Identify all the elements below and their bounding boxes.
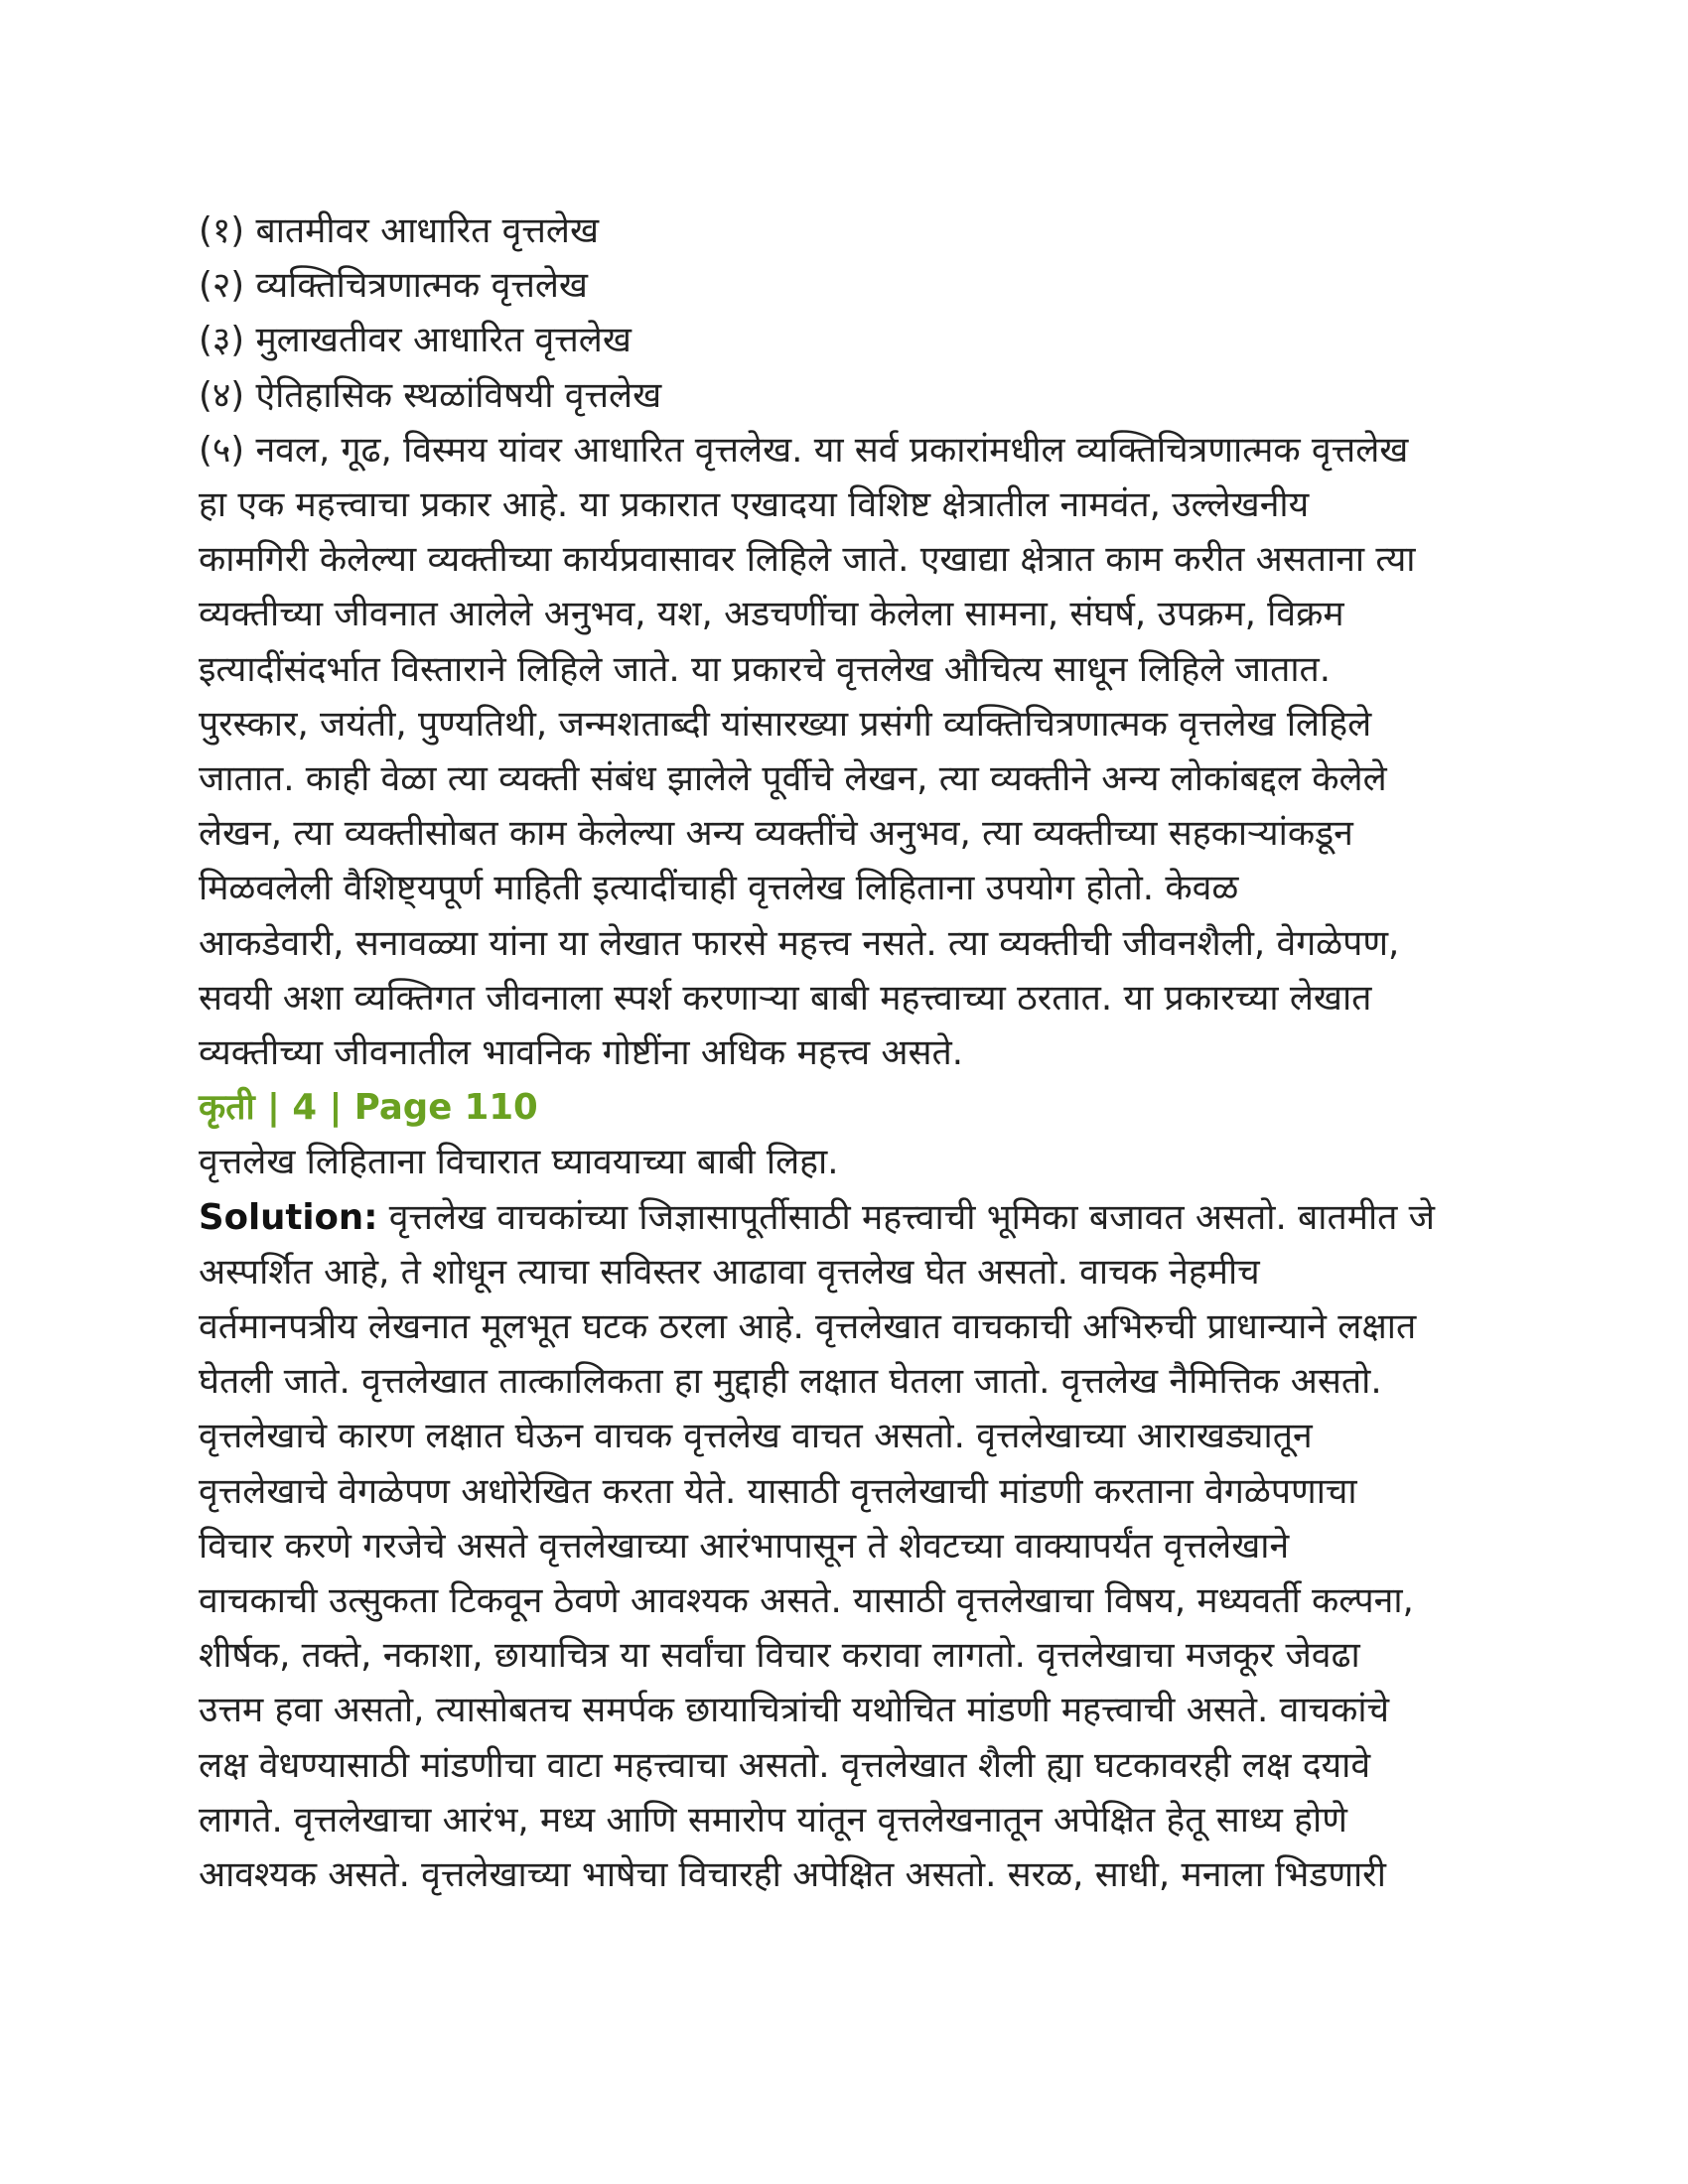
paragraph-line: मिळवलेली वैशिष्ट्यपूर्ण माहिती इत्यादींचाही वृत्तलेख लिहिताना उपयोग होतो. केवळ [199,868,1239,909]
paragraph-line: व्यक्तीच्या जीवनातील भावनिक गोष्टींना अधिक महत्त्व असते. [199,1032,964,1074]
solution-line: लक्ष वेधण्यासाठी मांडणीचा वाटा महत्त्वाचा असतो. वृत्तलेखात शैली ह्या घटकावरही लक्ष दयावे [199,1744,1371,1786]
solution-line: विचार करणे गरजेचे असते वृत्तलेखाच्या आरंभापासून ते शेवटच्या वाक्यापर्यंत वृत्तलेखाने [199,1525,1290,1567]
paragraph-line: कामगिरी केलेल्या व्यक्तीच्या कार्यप्रवासावर लिहिले जाते. एखाद्या क्षेत्रात काम करीत असताना त्या [199,539,1416,581]
paragraph-line: आकडेवारी, सनावळ्या यांना या लेखात फारसे महत्त्व नसते. त्या व्यक्तीची जीवनशैली, वेगळेपण, [199,922,1400,964]
list-item: (४) ऐतिहासिक स्थळांविषयी वृत्तलेख [199,374,662,416]
solution-first-line [199,1190,1489,1245]
question-text: वृत्तलेख लिहिताना विचारात घ्यावयाच्या बाबी लिहा. [199,1142,839,1183]
paragraph-line: हा एक महत्त्वाचा प्रकार आहे. या प्रकारात एखादया विशिष्ट क्षेत्रातील नामवंत, उल्लेखनीय [199,484,1310,526]
solution-line: आवश्यक असते. वृत्तलेखाच्या भाषेचा विचारही अपेक्षित असतो. सरळ, साधी, मनाला भिडणारी [199,1854,1386,1896]
paragraph-line: लेखन, त्या व्यक्तीसोबत काम केलेल्या अन्य व्यक्तींचे अनुभव, त्या व्यक्तीच्या सहकाऱ्यांकडून [199,813,1353,855]
solution-line: वृत्तलेखाचे कारण लक्षात घेऊन वाचक वृत्तलेख वाचत असतो. वृत्तलेखाच्या आराखड्यातून [199,1416,1313,1457]
paragraph-line: सवयी अशा व्यक्तिगत जीवनाला स्पर्श करणाऱ्या बाबी महत्त्वाच्या ठरतात. या प्रकारच्या लेखात [199,977,1372,1019]
paragraph-line: इत्यादींसंदर्भात विस्ताराने लिहिले जाते. या प्रकारचे वृत्तलेख औचित्य साधून लिहिले जातात. [199,648,1332,690]
paragraph-line: जातात. काही वेळा त्या व्यक्ती संबंध झालेले पूर्वीचे लेखन, त्या व्यक्तीने अन्य लोकांबद्दल केलेले [199,758,1387,800]
list-item: (३) मुलाखतीवर आधारित वृत्तलेख [199,320,632,361]
paragraph-line: व्यक्तीच्या जीवनात आलेले अनुभव, यश, अडचणींचा केलेला सामना, संघर्ष, उपक्रम, विक्रम [199,594,1344,635]
paragraph-line: पुरस्कार, जयंती, पुण्यतिथी, जन्मशताब्दी यांसारख्या प्रसंगी व्यक्तिचित्रणात्मक वृत्तलेख लिहिले [199,703,1372,745]
solution-line: वृत्तलेखाचे वेगळेपण अधोरेखित करता येते. यासाठी वृत्तलेखाची मांडणी करताना वेगळेपणाचा [199,1470,1357,1512]
solution-line: अस्पर्शित आहे, ते शोधून त्याचा सविस्तर आढावा वृत्तलेख घेत असतो. वाचक नेहमीच [199,1251,1260,1293]
solution-label: Solution: [199,1196,378,1238]
solution-line: उत्तम हवा असतो, त्यासोबतच समर्पक छायाचित्रांची यथोचित मांडणी महत्त्वाची असते. वाचकांचे [199,1690,1390,1731]
document-page [199,204,1489,1902]
section-heading: कृती | 4 | Page 110 [199,1087,538,1129]
solution-line: वर्तमानपत्रीय लेखनात मूलभूत घटक ठरला आहे. वृत्तलेखात वाचकाची अभिरुची प्राधान्याने लक्षात [199,1306,1417,1348]
list-item: (२) व्यक्तिचित्रणात्मक वृत्तलेख [199,265,588,307]
paragraph-line: (५) नवल, गूढ, विस्मय यांवर आधारित वृत्तलेख. या सर्व प्रकारांमधील व्यक्तिचित्रणात्मक वृत्तलेख [199,429,1409,471]
list-item: (१) बातमीवर आधारित वृत्तलेख [199,210,600,251]
solution-text: वृत्तलेख वाचकांच्या जिज्ञासापूर्तीसाठी महत्त्वाची भूमिका बजावत असतो. बातमीत जे [377,1196,1436,1238]
solution-line: घेतली जाते. वृत्तलेखात तात्कालिकता हा मुद्दाही लक्षात घेतला जातो. वृत्तलेख नैमित्तिक असतो. [199,1361,1382,1403]
solution-line: वाचकाची उत्सुकता टिकवून ठेवणे आवश्यक असते. यासाठी वृत्तलेखाचा विषय, मध्यवर्ती कल्पना, [199,1580,1414,1622]
solution-line: शीर्षक, तक्ते, नकाशा, छायाचित्र या सर्वांचा विचार करावा लागतो. वृत्तलेखाचा मजकूर जेवढा [199,1635,1360,1677]
solution-line: लागते. वृत्तलेखाचा आरंभ, मध्य आणि समारोप यांतून वृत्तलेखनातून अपेक्षित हेतू साध्य होणे [199,1799,1347,1841]
